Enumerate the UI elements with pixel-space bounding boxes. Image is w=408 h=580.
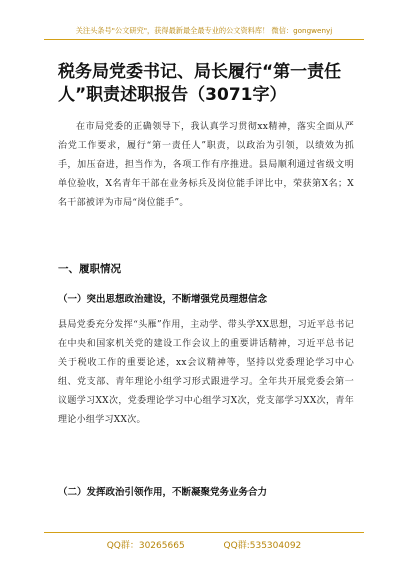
footer-divider: [44, 532, 364, 533]
section-heading-1: 一、履职情况: [58, 263, 121, 275]
footer-qq-group-2: QQ群:535304092: [223, 541, 302, 551]
document-title: 税务局党委书记、局长履行“第一责任人”职责述职报告（3071字）: [58, 62, 342, 105]
subsection-heading-1: （一）突出思想政治建设，不断增强党员理想信念: [58, 294, 268, 305]
footer-qq-group-1: QQ群：30265665: [106, 541, 185, 551]
header-divider: [44, 39, 364, 40]
intro-paragraph: 在市局党委的正确领导下，我认真学习贯彻xx精神，落实全面从严治党工作要求，履行“第一责任人”职责，以政治为引领，以绩效为抓手，加压奋进，担当作为，各项工作有序推进。县局顺利通过省级文明单位验收，X名青年干部在业务标兵及岗位能手评比中，荣获第X名；X名干部被评为市局“岗位能手”。: [58, 122, 354, 208]
footer: [0, 538, 408, 551]
subsection-1-body: 县局党委充分发挥“头雁”作用，主动学、带头学XX思想，习近平总书记在中央和国家机关党的建设工作会议上的重要讲话精神，习近平总书记关于税收工作的重要论述，xx会议精神等，坚持以党委理论学习中心组、党支部、青年理论小组学习形式跟进学习。全年共开展党委会第一议题学习XX次，党委理论学习中心组学习X次，党支部学习XX次，青年理论小组学习XX次。: [58, 320, 354, 425]
subsection-heading-2: （二）发挥政治引领作用，不断凝聚党务业务合力: [58, 487, 268, 498]
header-note: 关注头条号"公文研究"，获得最新最全最专业的公文资料库！ 微信：gongwenyj: [75, 26, 333, 35]
